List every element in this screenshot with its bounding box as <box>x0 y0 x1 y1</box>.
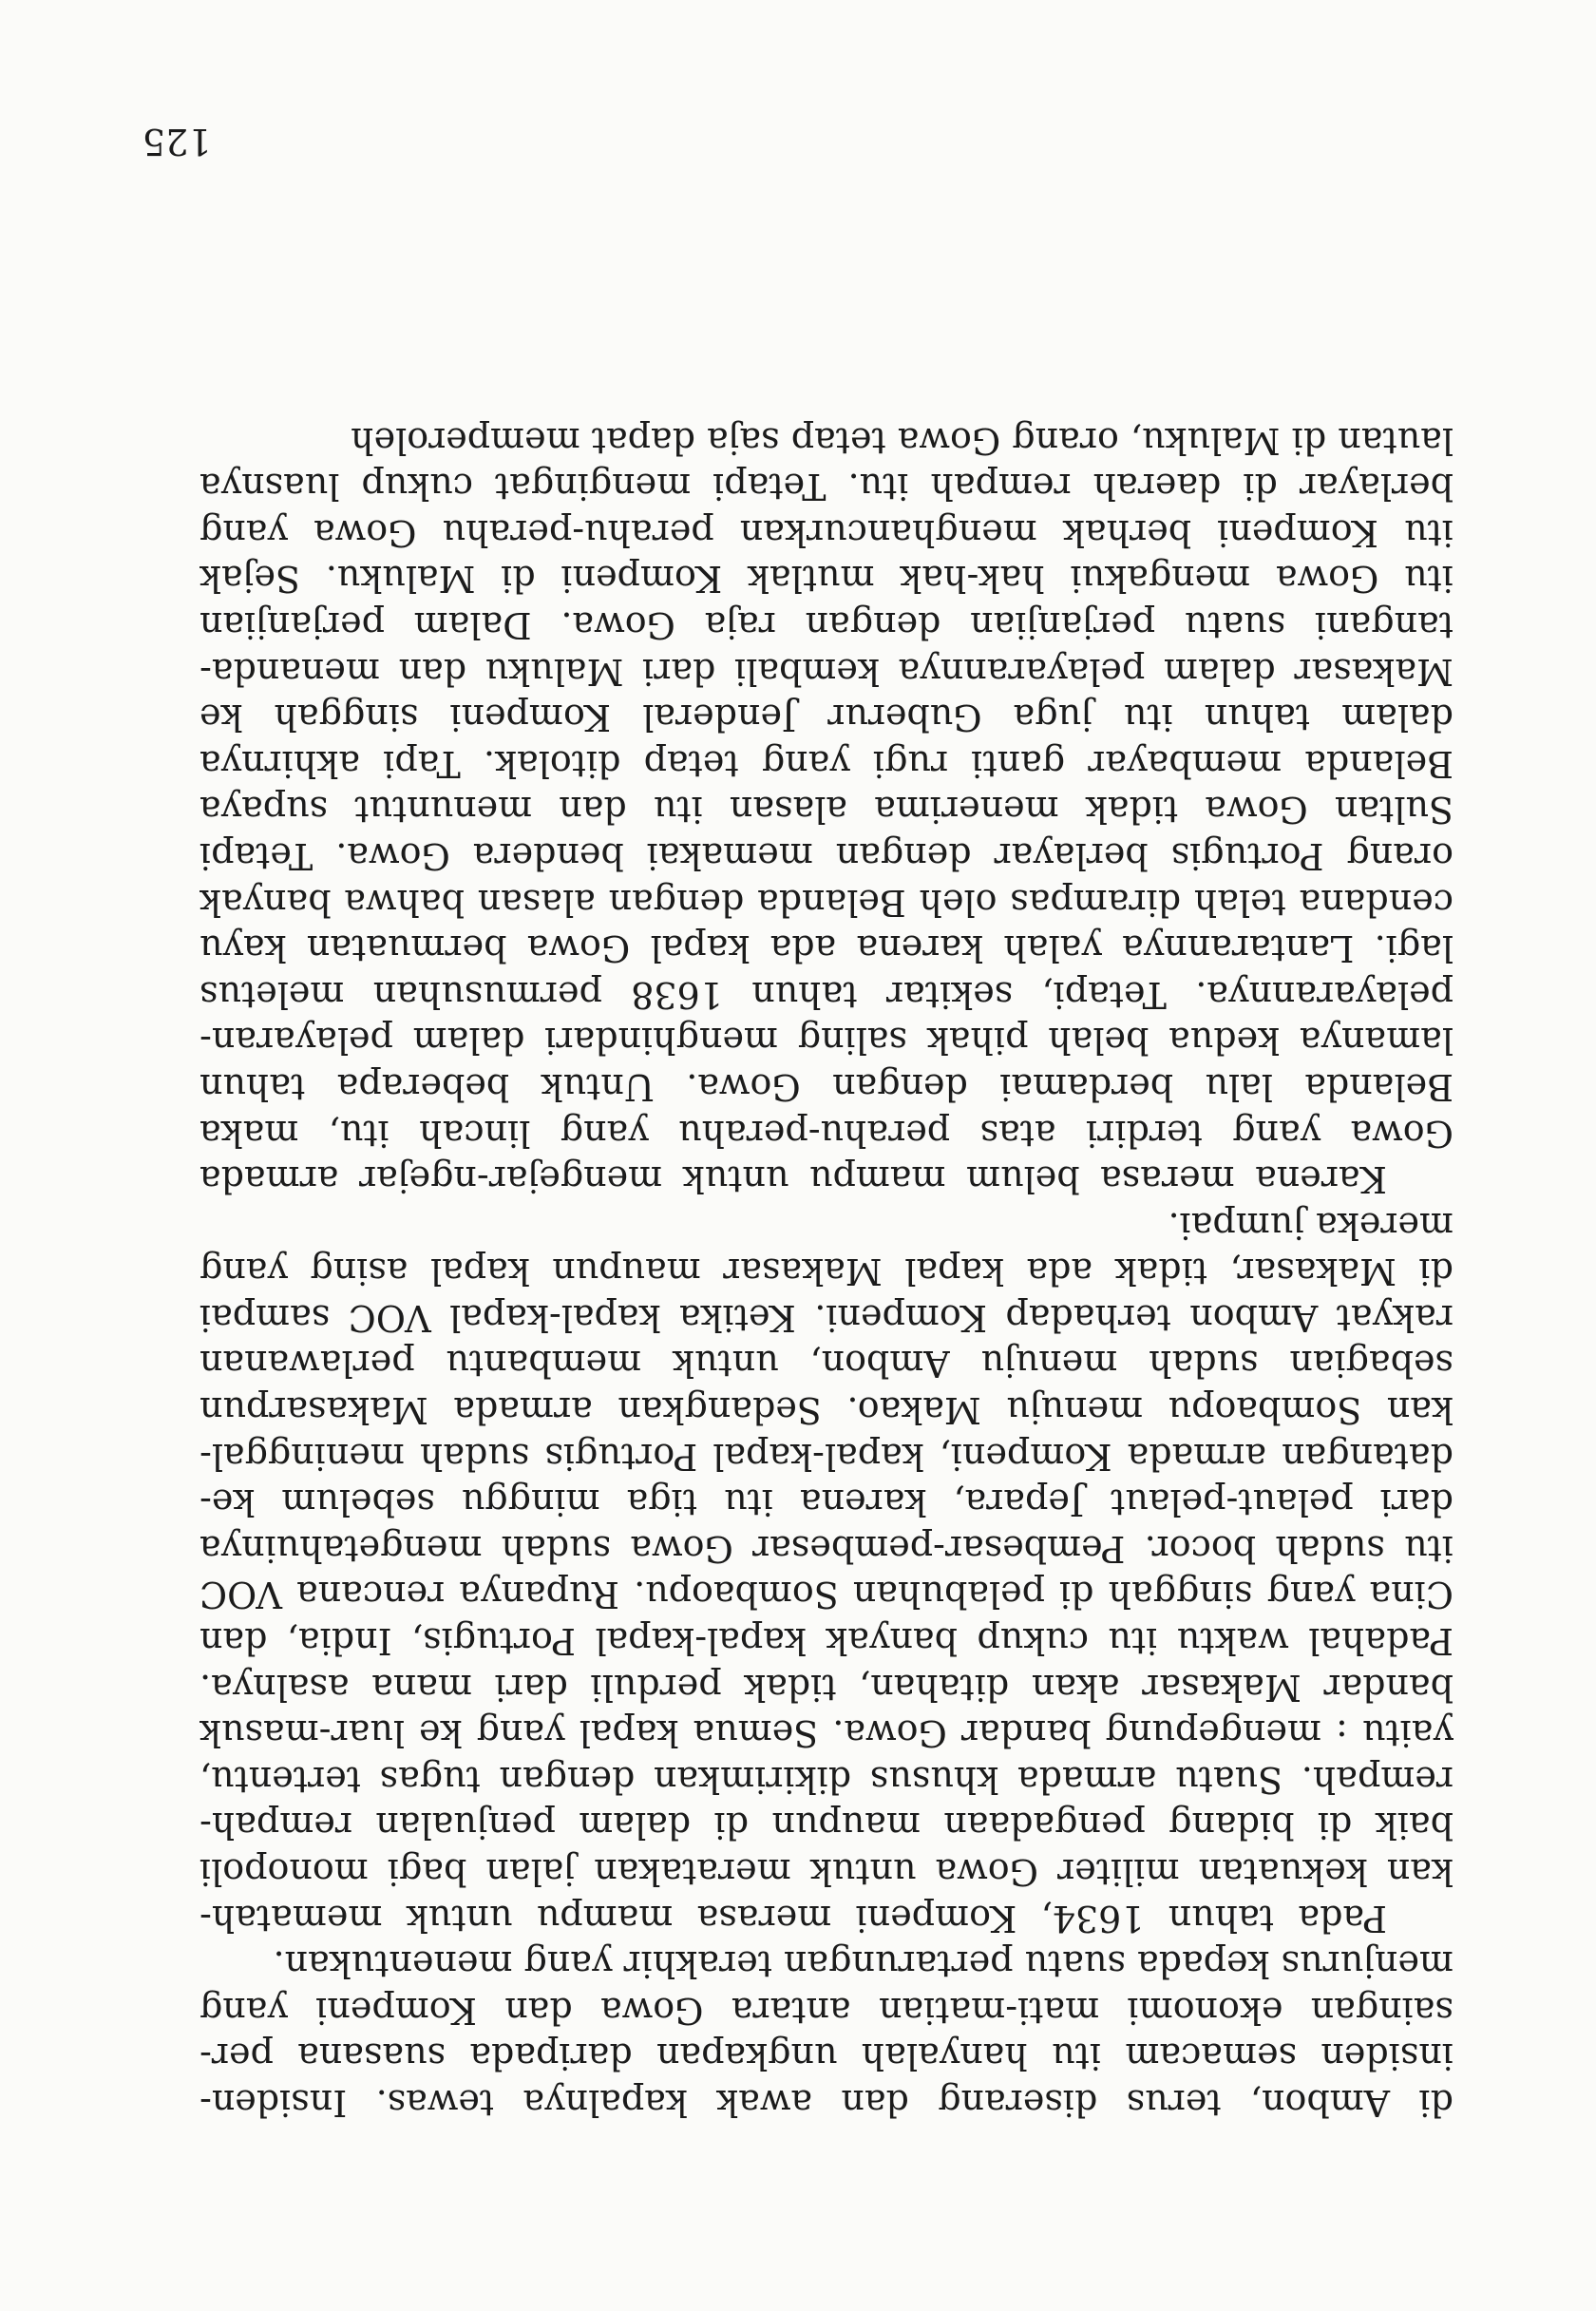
text-line: kan Sombaopu menuju Makao. Sedangkan armada Makasarpun <box>200 1389 1454 1432</box>
text-line: saingan ekonomi mati-matian antara Gowa dan Kompeni yang <box>200 1989 1454 2032</box>
text-line: di Makasar, tidak ada kapal Makasar maupun kapal asing yang <box>200 1251 1454 1293</box>
text-line: orang Portugis berlayar dengan memakai bendera Gowa. Tetapi <box>200 834 1454 877</box>
text-line: Belanda membayar ganti rugi yang tetap ditolak. Tapi akhirnya <box>200 742 1454 785</box>
text-line: itu Kompeni berhak menghancurkan perahu-perahu Gowa yang <box>200 511 1454 554</box>
text-line: Makasar dalam pelayarannya kembali dari Maluku dan menanda- <box>200 650 1454 693</box>
text-line: pelayarannya. Tetapi, sekitar tahun 1638 permusuhan meletus <box>200 973 1454 1016</box>
text-line: Gowa yang terdiri atas perahu-perahu yang lincah itu, maka <box>200 1112 1454 1155</box>
text-line: Pada tahun 1634, Kompeni merasa mampu untuk mematah- <box>200 1897 1387 1939</box>
text-line: mereka jumpai. <box>1168 1204 1454 1247</box>
text-line: di Ambon, terus diserang dan awak kapalnya tewas. Insiden- <box>200 2082 1454 2124</box>
text-line: sebagian sudah menuju Ambon, untuk membantu perlawanan <box>200 1343 1454 1385</box>
text-line: itu Gowa mengakui hak-hak mutlak Kompeni di Maluku. Sejak <box>200 558 1454 601</box>
text-line: tangani suatu perjanjian dengan raja Gowa. Dalam perjanjian <box>200 604 1454 646</box>
text-line: Karena merasa belum mampu untuk mengejar-ngejar armada <box>200 1158 1387 1201</box>
text-line: itu sudah bocor. Pembesar-pembesar Gowa sudah mengetahuinya <box>200 1527 1454 1570</box>
text-line: dalam tahun itu juga Guberur Jenderal Kompeni singgah ke <box>200 697 1454 739</box>
text-line: berlayar di daerah rempah itu. Tetapi mengingat cukup luasnya <box>200 466 1454 508</box>
text-line: Padahal waktu itu cukup banyak kapal-kapal Portugis, India, dan <box>200 1620 1454 1663</box>
page-number: 125 <box>142 121 212 162</box>
text-line: datangan armada Kompeni, kapal-kapal Portugis sudah meninggal- <box>200 1435 1454 1478</box>
text-line: menjurus kepada suatu pertarungan terakhir yang menentukan. <box>273 1943 1454 1986</box>
text-line: Sultan Gowa tidak menerima alasan itu dan menuntut supaya <box>200 789 1454 831</box>
main-text <box>200 417 1454 2126</box>
text-line: cendana telah dirampas oleh Belanda dengan alasan bahwa banyak <box>200 881 1454 924</box>
text-line: insiden semacam itu hanyalah ungkapan daripada suasana per- <box>200 2035 1454 2078</box>
text-line: rakyat Ambon terhadap Kompeni. Ketika kapal-kapal VOC sampai <box>200 1296 1454 1339</box>
text-line: lagi. Lantarannya yalah karena ada kapal Gowa bermuatan kayu <box>200 927 1454 970</box>
text-line: baik di bidang pengadaan maupun di dalam penjualan rempah- <box>200 1805 1454 1847</box>
text-line: rempah. Suatu armada khusus dikirimkan dengan tugas tertentu, <box>200 1758 1454 1801</box>
text-line: Cina yang singgah di pelabuhan Sombaopu. Rupanya rencana VOC <box>200 1574 1454 1616</box>
text-line: Belanda lalu berdamai dengan Gowa. Untuk beberapa tahun <box>200 1065 1454 1108</box>
text-line: lamanya kedua belah pihak saling menghindari dalam pelayaran- <box>200 1020 1454 1062</box>
text-line: lautan di Maluku, orang Gowa tetap saja dapat memperoleh <box>351 419 1454 462</box>
text-line: bandar Makasar akan ditahan, tidak perduli dari mana asalnya. <box>200 1666 1454 1709</box>
text-line: dari pelaut-pelaut Jepara, karena itu tiga minggu sebelum ke- <box>200 1481 1454 1524</box>
text-line: kan kekuatan militer Gowa untuk meratakan jalan bagi monopoli <box>200 1851 1454 1894</box>
text-line: yaitu : mengepung bandar Gowa. Semua kapal yang ke luar-masuk <box>200 1712 1454 1755</box>
